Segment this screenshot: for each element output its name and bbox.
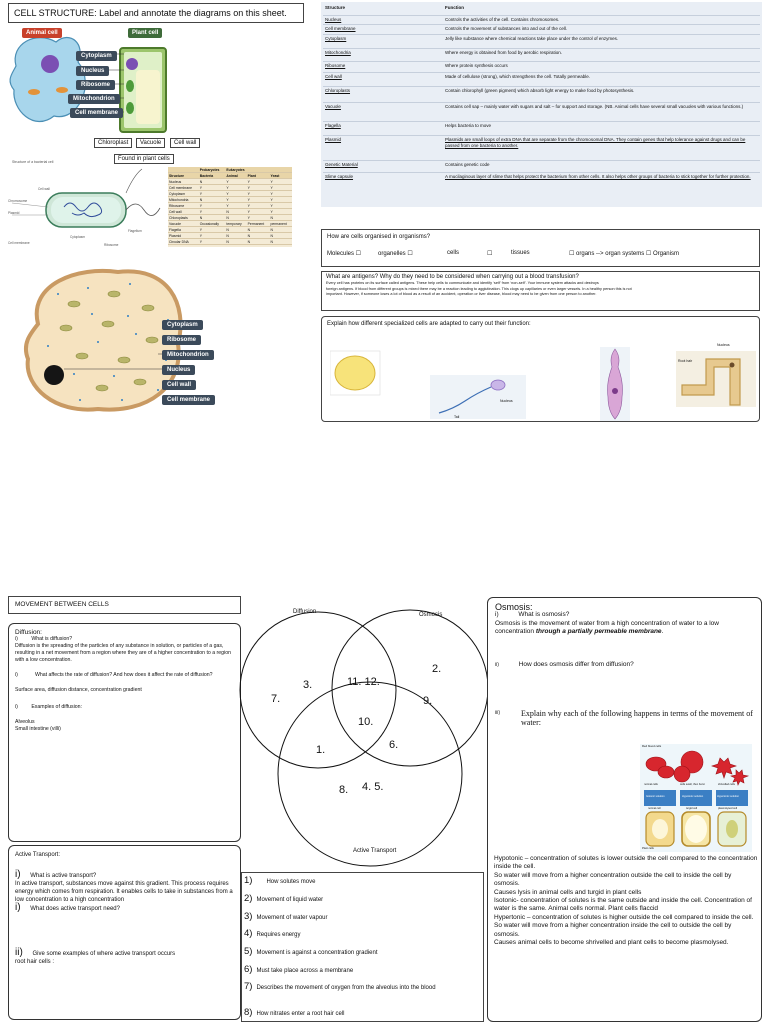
active-transport-box [8, 845, 241, 1020]
cell-comparison-cell: N [247, 227, 270, 233]
sf-function: Plasmids are small loops of extra DNA that are separate from the chromosomal DNA. They contain genes that help tolerance against drugs and can be passed from one bacteria to another. [445, 137, 746, 148]
sf-structure: Ribosome [325, 63, 346, 68]
label-cell-wall: Cell wall [170, 138, 200, 148]
sf-divider [323, 48, 760, 49]
osmosis-answer-1: Hypotonic – concentration of solutes is lower outside the cell compared to the concentration inside the cell. [494, 855, 758, 871]
label-cell-membrane: Cell membrane [70, 108, 123, 118]
sf-function: Where energy is obtained from food by aerobic respiration. [445, 50, 563, 55]
venn-num-6: 6. [389, 739, 399, 751]
sperm-cell-bg [430, 375, 526, 419]
cell-comparison-cell: Y [225, 191, 246, 197]
osmosis-answer-3: Causes lysis in animal cells and turgid in plant cells [494, 888, 642, 896]
diffusion-box [8, 623, 241, 842]
osmosis-q2 [495, 661, 754, 669]
sf-divider [323, 135, 760, 136]
red-blood-cells [646, 751, 748, 785]
statement-text: Describes the movement of oxygen from the alveolus into the blood [256, 985, 436, 991]
label-nucleus: Nucleus [76, 66, 109, 76]
plant-vacuole [136, 70, 160, 124]
bacteria-diagram [8, 160, 166, 253]
venn-num-9: 9. [423, 695, 433, 707]
sf-header-structure: Structure [325, 5, 346, 10]
statement-number: 1) [244, 875, 253, 886]
chain-arrow: ☐ [487, 251, 493, 257]
venn-num-11-12: 11. 12. [347, 676, 380, 688]
cell-comparison-cell: Y [225, 185, 246, 191]
osmosis-a1-start: Osmosis is the movement of water from a high concentration of water to a low concentration [495, 619, 719, 636]
active-a1: In active transport, substances move against this gradient. This process requires energy which comes from respiration. It enables cells to take in substances from a low concentration to a high concentration [15, 881, 233, 903]
active-q1-text: What is active transport? [30, 873, 97, 879]
fig-label-burst: cells swell, then burst [680, 783, 705, 786]
spec-label-root-hair: Root hair [678, 359, 693, 363]
active-q2 [15, 904, 234, 913]
sf-structure: Genetic Material [325, 162, 358, 167]
statement-item [244, 983, 482, 992]
statement-item [244, 966, 482, 975]
osmosis-answer-2: So water will move from a higher concentration outside the cell to inside the cell by osmosis. [494, 871, 732, 888]
sf-divider [323, 72, 760, 73]
diffusion-q3 [15, 704, 234, 711]
osmosis-answer-7: Causes animal cells to become shrivelled and plant cells to become plasmolysed. [494, 939, 729, 947]
hypotonic-bar [680, 790, 712, 806]
fig-label-normal-cell: normal cell [648, 807, 661, 810]
sperm-head [491, 380, 505, 390]
active-q2-num: i) [15, 902, 21, 913]
sf-divider [323, 102, 760, 103]
cell-comparison-cell: Cytoplasm [168, 191, 199, 197]
osmosis-figure-svg [640, 744, 752, 852]
osmosis-q1 [495, 611, 754, 619]
found-only-label: Found in plant cells [114, 154, 174, 164]
organisation-chain [327, 250, 754, 266]
movement-title: MOVEMENT BETWEEN CELLS [8, 596, 241, 614]
fig-label-isotonic: Isotonic solution [646, 795, 665, 798]
cell-comparison-cell: N [247, 239, 270, 245]
cell-comparison-cell: Y [199, 209, 226, 215]
fig-label-normal: normal cells [644, 783, 658, 786]
cell-comparison-header: Structure [168, 173, 199, 179]
sf-function: Contain chlorophyll (green pigment) which absorb light energy to make food by photosynthesis. [445, 88, 635, 93]
cell-comparison-cell: N [270, 215, 292, 221]
statement-item [244, 913, 482, 922]
label-chloroplast: Chloroplast [94, 138, 132, 148]
cell-comparison-cell: Y [270, 179, 292, 185]
cell-comparison-cell: Mitochondria [168, 197, 199, 203]
venn-num-8: 8. [339, 784, 349, 796]
cell-comparison-table [168, 167, 292, 247]
osmosis-q1-text: What is osmosis? [518, 611, 570, 619]
sf-structure: Cytoplasm [325, 36, 347, 41]
osmosis-a1 [495, 620, 754, 637]
osmosis-a1-bold: through a partially permeable membrane [535, 628, 662, 636]
group-prokaryotes: Prokaryotes [199, 167, 226, 173]
antigens-answer-1: Every cell has proteins on its surface called antigens. These help cells to communicate and identify ‘self’ from ‘non-self’. Your immune system attacks and destroys [326, 281, 599, 285]
bacteria-svg [8, 163, 166, 253]
cell-comparison-cell: Permanent [247, 221, 270, 227]
statement-number: 2) [244, 893, 253, 904]
cell-comparison-cell: N [199, 197, 226, 203]
active-q3-num: ii) [15, 947, 23, 958]
fig-label-turgid-cell: turgid cell [686, 807, 698, 810]
cell-comparison-header: Plant [247, 173, 270, 179]
cell-comparison-cell: Y [247, 203, 270, 209]
diffusion-q1 [15, 636, 234, 643]
plant-cell-label: Plant cell [128, 28, 162, 38]
sf-divider [323, 121, 760, 122]
osmosis-q3 [495, 709, 754, 727]
cell-comparison-cell: Y [225, 179, 246, 185]
sf-structure: Cell wall [325, 74, 342, 79]
long-cell-nucleus [612, 388, 618, 394]
cell-comparison-cell: N [199, 215, 226, 221]
cell-comparison-cell: Y [199, 185, 226, 191]
cell-comparison-cell: N [199, 179, 226, 185]
cell-comparison-cell: permanent [270, 221, 292, 227]
label-mitochondrion: Mitochondrion [68, 94, 120, 104]
statement-item [244, 895, 482, 904]
cell-comparison-cell: Y [247, 191, 270, 197]
statement-text: Movement is against a concentration gradient [256, 950, 378, 956]
osmosis-answer-4: Isotonic- concentration of solutes is the same outside and inside the cell. Concentration of water is the same. Animal cells normal. Plant cells flaccid [494, 897, 752, 913]
specialised-cells-box [321, 316, 760, 422]
diffusion-a1: Diffusion is the spreading of the particles of any substance in solution, or particles of a gas, resulting in a net movement from a region where they are of a higher concentration to a region with a low concentration. [15, 643, 231, 663]
bacteria-flagellum-2 [126, 169, 142, 193]
diffusion-a3a: Alveolus [15, 719, 35, 725]
cell-comparison-cell: Y [199, 227, 226, 233]
statement-text: Must take place across a membrane [256, 968, 354, 974]
cell-comparison-cell: Y [270, 203, 292, 209]
cell-comparison-cell: Circular DNA [168, 239, 199, 245]
statement-number: 8) [244, 1007, 253, 1018]
diffusion-a3b: Small intestine (villi) [15, 726, 61, 732]
chain-organs: ☐ organs --> organ systems ☐ Organism [569, 251, 679, 257]
osmosis-figure [640, 744, 752, 852]
osmosis-answers [494, 855, 758, 947]
cell-comparison-cell: Plasmid [168, 233, 199, 239]
cell-comparison-cell: N [247, 233, 270, 239]
sf-function: Jelly like substance where chemical reactions take place under the control of enzymes. [445, 36, 619, 41]
large-label-ribosome: Ribosome [162, 335, 201, 345]
diffusion-q2-text: What affects the rate of diffusion? And how does it affect the rate of diffusion? [35, 672, 213, 678]
bacteria-label-cytoplasm: Cytoplasm [70, 235, 86, 239]
isotonic-bar [644, 790, 676, 806]
specialised-cells-svg [330, 347, 760, 421]
sf-function: Helps bacteria to move [445, 123, 492, 128]
cell-comparison-cell: N [270, 233, 292, 239]
cell-comparison-cell: Chloroplasts [168, 215, 199, 221]
venn-num-2: 2. [432, 663, 442, 675]
sf-structure: Chloroplasts [325, 88, 351, 93]
root-hair-nucleus [730, 363, 735, 368]
antigens-question-box [321, 271, 760, 311]
cell-comparison-cell: Y [270, 197, 292, 203]
statement-text: Movement of water vapour [256, 915, 328, 921]
diffusion-q3-text: Examples of diffusion: [31, 704, 82, 710]
statement-number: 3) [244, 911, 253, 922]
worksheet-title: CELL STRUCTURE: Label and annotate the diagrams on this sheet. [8, 3, 304, 23]
cell-comparison-cell: Y [225, 203, 246, 209]
diffusion-q2 [15, 672, 234, 679]
venn-circle-active-transport [278, 682, 462, 866]
cell-comparison-cell: N [225, 215, 246, 221]
statement-text: Movement of liquid water [256, 897, 324, 903]
cell-comparison-cell: Y [199, 233, 226, 239]
statement-text: How solutes move [266, 879, 316, 885]
chain-cells: cells [447, 250, 460, 256]
cell-comparison-cell: Nucleus [168, 179, 199, 185]
sf-function: Contains genetic code [445, 162, 490, 167]
cell-comparison-cell: Y [247, 179, 270, 185]
venn-circle-osmosis [332, 610, 488, 766]
large-nucleus [44, 365, 64, 385]
sf-structure: Flagella [325, 123, 341, 128]
chain-molecules: Molecules ☐ [327, 251, 362, 257]
label-vacuole: Vacuole [136, 138, 165, 148]
bacteria-label-chromosome: Chromosome [8, 199, 28, 203]
bacteria-label-flagellum: Flagellum [128, 229, 142, 233]
cell-comparison-row [168, 239, 292, 245]
group-eukaryotes: Eukaryotes [225, 167, 292, 173]
venn-num-4-5: 4. 5. [362, 781, 384, 793]
fig-label-hypertonic: Hypertonic solution [717, 795, 740, 798]
cell-comparison-cell: N [225, 239, 246, 245]
cell-comparison-cell: Y [247, 197, 270, 203]
cell-comparison-cell: Cell membrane [168, 185, 199, 191]
bacteria-label-wall: Cell wall [38, 187, 50, 191]
statement-number: 6) [244, 964, 253, 975]
statement-number: 7) [244, 981, 253, 992]
egg-cell [335, 356, 375, 390]
plant-nucleus [126, 58, 138, 70]
statement-item [244, 930, 482, 939]
cell-comparison-header: Bacteria [199, 173, 226, 179]
cell-comparison-cell: Y [199, 239, 226, 245]
sf-function: Where protein synthesis occurs [445, 63, 508, 68]
cell-comparison-cell: Y [270, 191, 292, 197]
statement-item [244, 948, 482, 957]
sf-structure: Slime capsule [325, 174, 354, 179]
diffusion-a2: Surface area, diffusion distance, concentration gradient [15, 687, 142, 693]
chain-tissues: tissues [511, 250, 530, 256]
active-a3: root hair cells : [15, 959, 55, 965]
statement-item [244, 1009, 482, 1018]
active-q1-num: i) [15, 869, 21, 880]
cell-comparison-cell: Y [247, 185, 270, 191]
antigens-answer-2: foreign antigens. If blood from different groups is mixed there may be a reaction leading to agglutination. This clogs up capillaries or even larger vessels. In a healthy person this is not [326, 286, 632, 291]
cell-comparison-header: Animal [225, 173, 246, 179]
venn-label-active-transport: Active Transport [353, 848, 397, 854]
animal-mito-1 [28, 89, 40, 95]
antigens-question: What are antigens? Why do they need to be considered when carrying out a blood transfusion? [326, 274, 579, 280]
specialised-question: Explain how different specialized cells are adapted to carry out their function: [327, 321, 531, 327]
bacteria-label-ribosome: Ribosome [104, 243, 119, 247]
cell-comparison-cell: temporary [225, 221, 246, 227]
cell-comparison-cell: Y [270, 185, 292, 191]
active-q2-text: What does active transport need? [30, 906, 120, 912]
animal-plant-diagram [8, 24, 208, 164]
cell-comparison-cell: Y [199, 203, 226, 209]
cell-comparison-cell: Vacuole [168, 221, 199, 227]
sf-structure: Cell membrane [325, 26, 356, 31]
statement-item [244, 877, 482, 886]
osmosis-answer-6: So water will move from a higher concentration inside the cell to outside the cell by osmosis. [494, 922, 732, 938]
sf-structure: Vacuole [325, 104, 341, 109]
cell-comparison-cell: Cell wall [168, 209, 199, 215]
sf-divider [323, 61, 760, 62]
large-label-cell-membrane: Cell membrane [162, 395, 215, 405]
venn-num-7: 7. [271, 693, 281, 705]
sf-divider [323, 172, 760, 173]
osmosis-q2-text: How does osmosis differ from diffusion? [518, 660, 634, 668]
bacteria-caption: Structure of a bacterial cell [12, 160, 54, 164]
cell-comparison-cell: N [270, 239, 292, 245]
cell-comparison-cell: Y [199, 191, 226, 197]
sf-function: Made of cellulose (strong), which strengthens the cell. Totally permeable. [445, 74, 590, 79]
large-label-mitochondrion: Mitochondrion [162, 350, 214, 360]
active-heading: Active Transport: [15, 852, 61, 858]
cell-comparison-header: Yeast [270, 173, 292, 179]
plant-chloroplast-1 [126, 80, 134, 92]
diffusion-q2-num: i) [15, 672, 18, 678]
fig-label-plant-cells: Plant cells [642, 847, 654, 850]
cell-comparison-cell: N [225, 233, 246, 239]
label-ribosome: Ribosome [76, 80, 115, 90]
bacteria-label-plasmid: Plasmid [8, 211, 20, 215]
osmosis-answer-5: Hypertonic – concentration of solutes is higher outside the cell compared to inside the cell. [494, 913, 754, 921]
spec-label-tail: Tail [454, 415, 460, 419]
structure-function-table [321, 2, 762, 207]
active-q1 [15, 871, 234, 880]
plant-chloroplast-2 [126, 102, 134, 114]
sf-divider [323, 34, 760, 35]
sf-header-function: Function [445, 5, 464, 10]
sf-function: Controls the activities of the cell. Contains chromosomes. [445, 17, 560, 22]
animal-cell-label: Animal cell [22, 28, 62, 38]
statement-list-box [241, 872, 484, 1022]
diffusion-q3-num: i) [15, 704, 18, 710]
cell-comparison-cell: Flagella [168, 227, 199, 233]
osmosis-a1-end: . [661, 628, 664, 636]
cell-comparison-cell: Y [247, 209, 270, 215]
diffusion-q1-num: i) [15, 636, 18, 642]
diffusion-q1-text: What is diffusion? [31, 636, 73, 642]
chain-organelles: organelles ☐ [378, 251, 413, 257]
cell-comparison-cell: Ribosome [168, 203, 199, 209]
large-label-cell-wall: Cell wall [162, 380, 196, 390]
antigens-answer-3: important. However, if someone loses a lot of blood as a result of an accident, operation or liver disease, blood may need to be given from one person to another. [326, 292, 597, 297]
sf-divider [323, 15, 760, 16]
cell-comparison-cell: Y [225, 197, 246, 203]
sf-structure: Mitochondria [325, 50, 351, 55]
cell-comparison-cell: N [225, 227, 246, 233]
sf-structure: Plasmid [325, 137, 342, 142]
osmosis-q3-num: iii) [495, 710, 500, 717]
osmosis-heading: Osmosis: [495, 602, 533, 612]
large-label-cytoplasm: Cytoplasm [162, 320, 203, 330]
sf-divider [323, 24, 760, 25]
sf-function: Contains cell sap – mainly water with sugars and salt – for support and storage. (NB. Animal cells have several small vacuoles with various functions.) [445, 104, 744, 109]
organisation-question-box [321, 229, 760, 267]
cell-comparison-cell: N [270, 227, 292, 233]
venn-diagram [238, 590, 490, 874]
statement-text: Requires energy [256, 932, 301, 938]
large-label-nucleus: Nucleus [162, 365, 195, 375]
venn-num-10: 10. [358, 716, 374, 728]
cell-comparison-cell: N [225, 209, 246, 215]
bacteria-cytoplasm [51, 197, 121, 223]
statement-number: 5) [244, 946, 253, 957]
fig-label-shrivelled: shrivelled cells [718, 783, 735, 786]
fig-label-hypotonic: Hypotonic solution [682, 795, 704, 798]
osmosis-q1-num: i) [495, 611, 499, 619]
cell-comparison-cell: Occasionally [199, 221, 226, 227]
sf-divider [323, 86, 760, 87]
fig-label-rbc: Red blood cells [642, 744, 662, 748]
cell-comparison-body [168, 173, 292, 245]
venn-label-osmosis: Osmosis [419, 612, 443, 618]
bacteria-label-membrane: Cell membrane [8, 241, 30, 245]
statement-text: How nitrates enter a root hair cell [256, 1011, 345, 1017]
sf-structure: Nucleus [325, 17, 342, 22]
venn-label-diffusion: Diffusion [293, 609, 317, 615]
animal-nucleus [41, 55, 59, 73]
label-cytoplasm: Cytoplasm [76, 51, 117, 61]
cell-comparison-cell: Y [270, 209, 292, 215]
fig-label-plasmolysed: plasmolysed cell [718, 807, 738, 810]
hypertonic-bar [716, 790, 748, 806]
venn-num-3: 3. [303, 679, 313, 691]
osmosis-q2-num: ii) [495, 661, 499, 668]
venn-num-1: 1. [316, 744, 326, 756]
organisation-question: How are cells organised in organisms? [327, 234, 431, 240]
sf-function: A mucilaginous layer of slime that helps protect the bacterium from other cells. It also helps other groups of bacteria to stick together for further protection. [445, 174, 751, 179]
active-q3 [15, 949, 234, 958]
sf-function: Controls the movement of substances into and out of the cell. [445, 26, 568, 31]
osmosis-q3-text: Explain why each of the following happens in terms of the movement of water: [521, 709, 753, 728]
diffusion-heading: Diffusion: [15, 629, 42, 636]
spec-label-nucleus-1: Nucleus [717, 343, 730, 347]
animal-mito-2 [56, 87, 68, 93]
spec-label-nucleus-2: Nucleus [500, 399, 513, 403]
statement-number: 4) [244, 928, 253, 939]
cell-comparison-cell: Y [247, 215, 270, 221]
active-q3-text: Give some examples of where active transport occurs [32, 951, 176, 957]
bacteria-flagellum [126, 204, 160, 216]
sf-divider [323, 160, 760, 161]
